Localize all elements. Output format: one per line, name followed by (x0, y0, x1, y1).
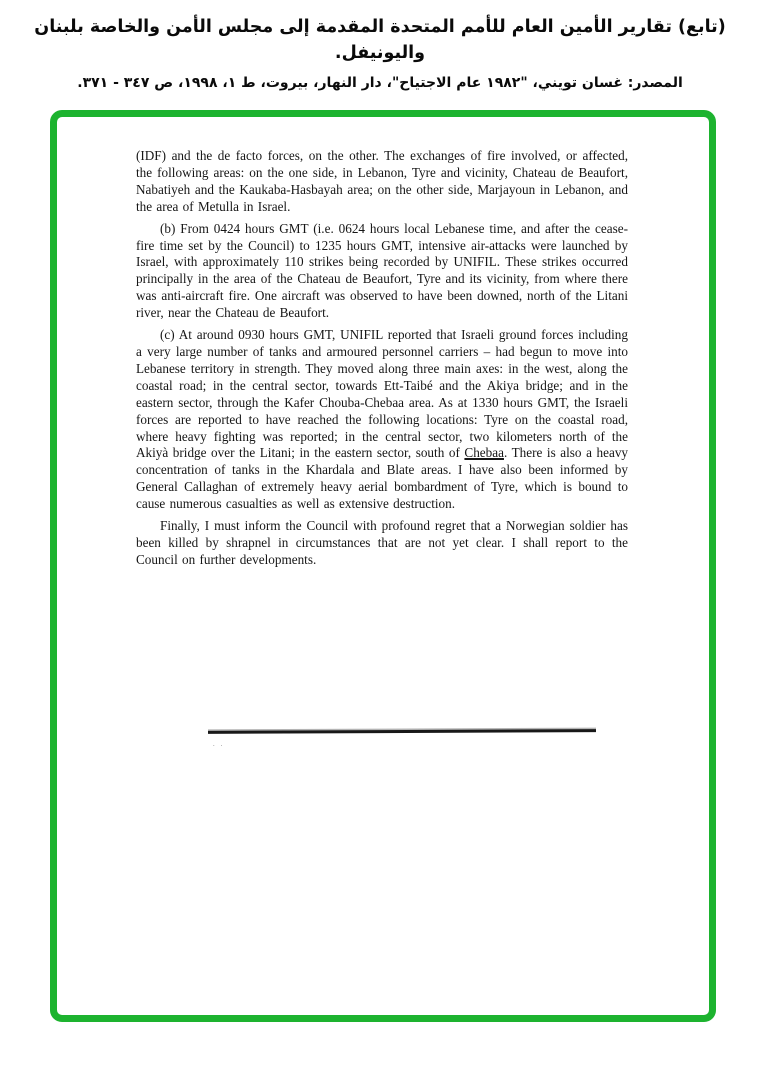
header-source-citation-arabic: المصدر: غسان تويني، "١٩٨٢ عام الاجتياح"، دار النهار، بيروت، ط ١، ١٩٩٨، ص ٣٤٧ - ٣٧١. (77, 75, 683, 91)
page-header (30, 14, 730, 94)
paragraph-point-b: (b) From 0424 hours GMT (i.e. 0624 hours local Lebanese time, and after the cease-fire time set by the Council) to 1235 hours GMT, intensive air-attacks were launched by Israel, with approximately 110 strikes being recorded by UNIFIL. These strikes occurred principally in the area of the Chateau de Beaufort, Tyre and its vicinity, from where there was anti-aircraft fire. One aircraft was observed to have been downed, north of the Litani river, near the Chateau de Beaufort. (136, 220, 628, 321)
paragraph-point-c: (c) At around 0930 hours GMT, UNIFIL reported that Israeli ground forces including a very large number of tanks and armoured personnel carriers – had begun to move into Lebanese territory in strength. They moved along three main axes: in the west, along the coastal road; in the central sector, towards Ett-Taibé and the Akiya bridge; and in the eastern sector, through the Kafer Chouba-Chebaa area. As at 1330 hours GMT, the Israeli forces are reported to have reached the following locations: Tyre on the coastal road, where heavy fighting was reported; in the central sector, two kilometers north of the Akiyà bridge over the Litani; in the eastern sector, south of Chebaa. There is also a heavy concentration of tanks in the Khardala and Blate areas. I have also been informed by General Callaghan of extremely heavy aerial bombardment of Tyre, which is bound to cause numerous casualties as well as extensive destruction. (136, 327, 629, 512)
paragraph-finally: Finally, I must inform the Council with profound regret that a Norwegian soldier has been killed by shrapnel in circumstances that are not yet clear. I shall report to the Council on further developments. (136, 518, 628, 567)
scan-smudge (212, 741, 246, 744)
document-body-text (136, 148, 628, 574)
paragraph-continuation: (IDF) and the de facto forces, on the other. The exchanges of fire involved, or affected, the following areas: on the one side, in Lebanon, Tyre and vicinity, Chateau de Beaufort, Nabatiyeh and the Kaukaba-Hasbayah area; on the other side, Marjayoun in Lebanon, and the area of Metulla in Israel. (136, 148, 628, 214)
header-title-arabic: (تابع) تقارير الأمين العام للأمم المتحدة المقدمة إلى مجلس الأمن والخاصة بلبنان واليونيفل. (34, 17, 726, 63)
